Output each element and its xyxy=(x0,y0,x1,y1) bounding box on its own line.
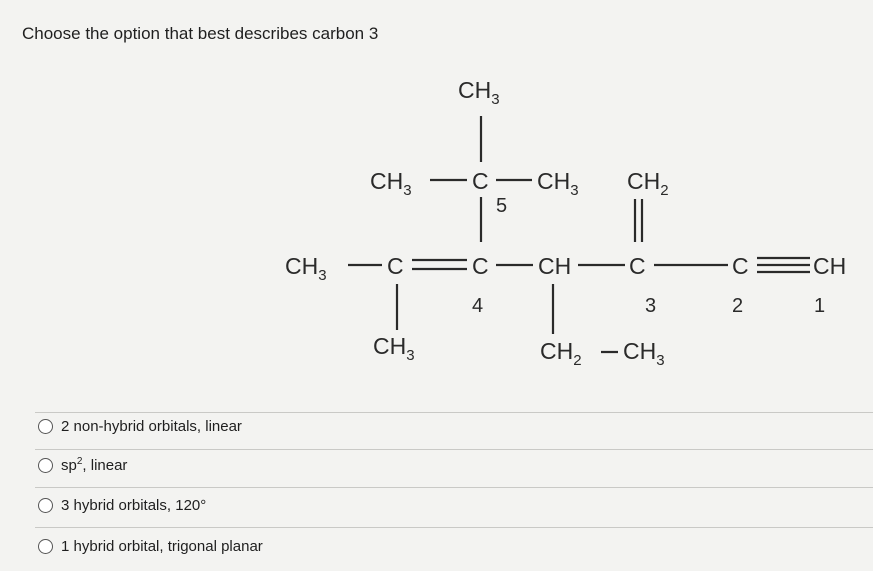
atom-c4: C xyxy=(472,253,489,279)
group-ch3-ethyl: $CH_3$ xyxy=(623,338,665,369)
option-2-label: $sp^2$, linear xyxy=(61,456,128,474)
option-2[interactable] xyxy=(38,456,127,474)
carbon-number-2: 2 xyxy=(732,295,744,317)
option-1-label: 2 non-hybrid orbitals, linear xyxy=(61,418,242,435)
group-ch3-right-upper: $CH_3$ xyxy=(537,168,579,199)
atom-c3: C xyxy=(629,253,646,279)
group-ch3-bottom: $CH_3$ xyxy=(373,333,415,364)
group-ch2-top: $CH_2$ xyxy=(627,168,669,199)
group-ch3-left: $CH_3$ xyxy=(285,253,327,284)
divider xyxy=(35,449,873,450)
radio-button[interactable] xyxy=(38,458,53,473)
radio-button[interactable] xyxy=(38,419,53,434)
carbon-number-4: 4 xyxy=(472,295,484,317)
radio-button[interactable] xyxy=(38,539,53,554)
option-1[interactable] xyxy=(38,418,242,435)
option-4-label: 1 hybrid orbital, trigonal planar xyxy=(61,538,263,555)
atom-c-left: C xyxy=(387,253,404,279)
atom-c5: C xyxy=(472,168,489,194)
divider xyxy=(35,487,873,488)
structure-svg xyxy=(270,62,870,392)
chemical-structure xyxy=(270,62,870,392)
group-ch-mid: CH xyxy=(538,253,572,279)
carbon-number-3: 3 xyxy=(645,295,657,317)
group-ch3-left-upper: $CH_3$ xyxy=(370,168,412,199)
group-ch2-bottom: $CH_2$ xyxy=(540,338,582,369)
divider xyxy=(35,527,873,528)
option-3-label: 3 hybrid orbitals, 120° xyxy=(61,497,207,514)
carbon-number-1: 1 xyxy=(814,295,826,317)
option-4[interactable] xyxy=(38,538,263,555)
radio-button[interactable] xyxy=(38,498,53,513)
group-ch-end: CH xyxy=(813,253,847,279)
option-3[interactable] xyxy=(38,497,206,514)
divider xyxy=(35,412,873,413)
carbon-number-5: 5 xyxy=(496,195,508,217)
question-text: Choose the option that best describes carbon 3 xyxy=(22,24,379,43)
atom-c2: C xyxy=(732,253,749,279)
group-ch3-top: $CH_3$ xyxy=(458,77,500,108)
